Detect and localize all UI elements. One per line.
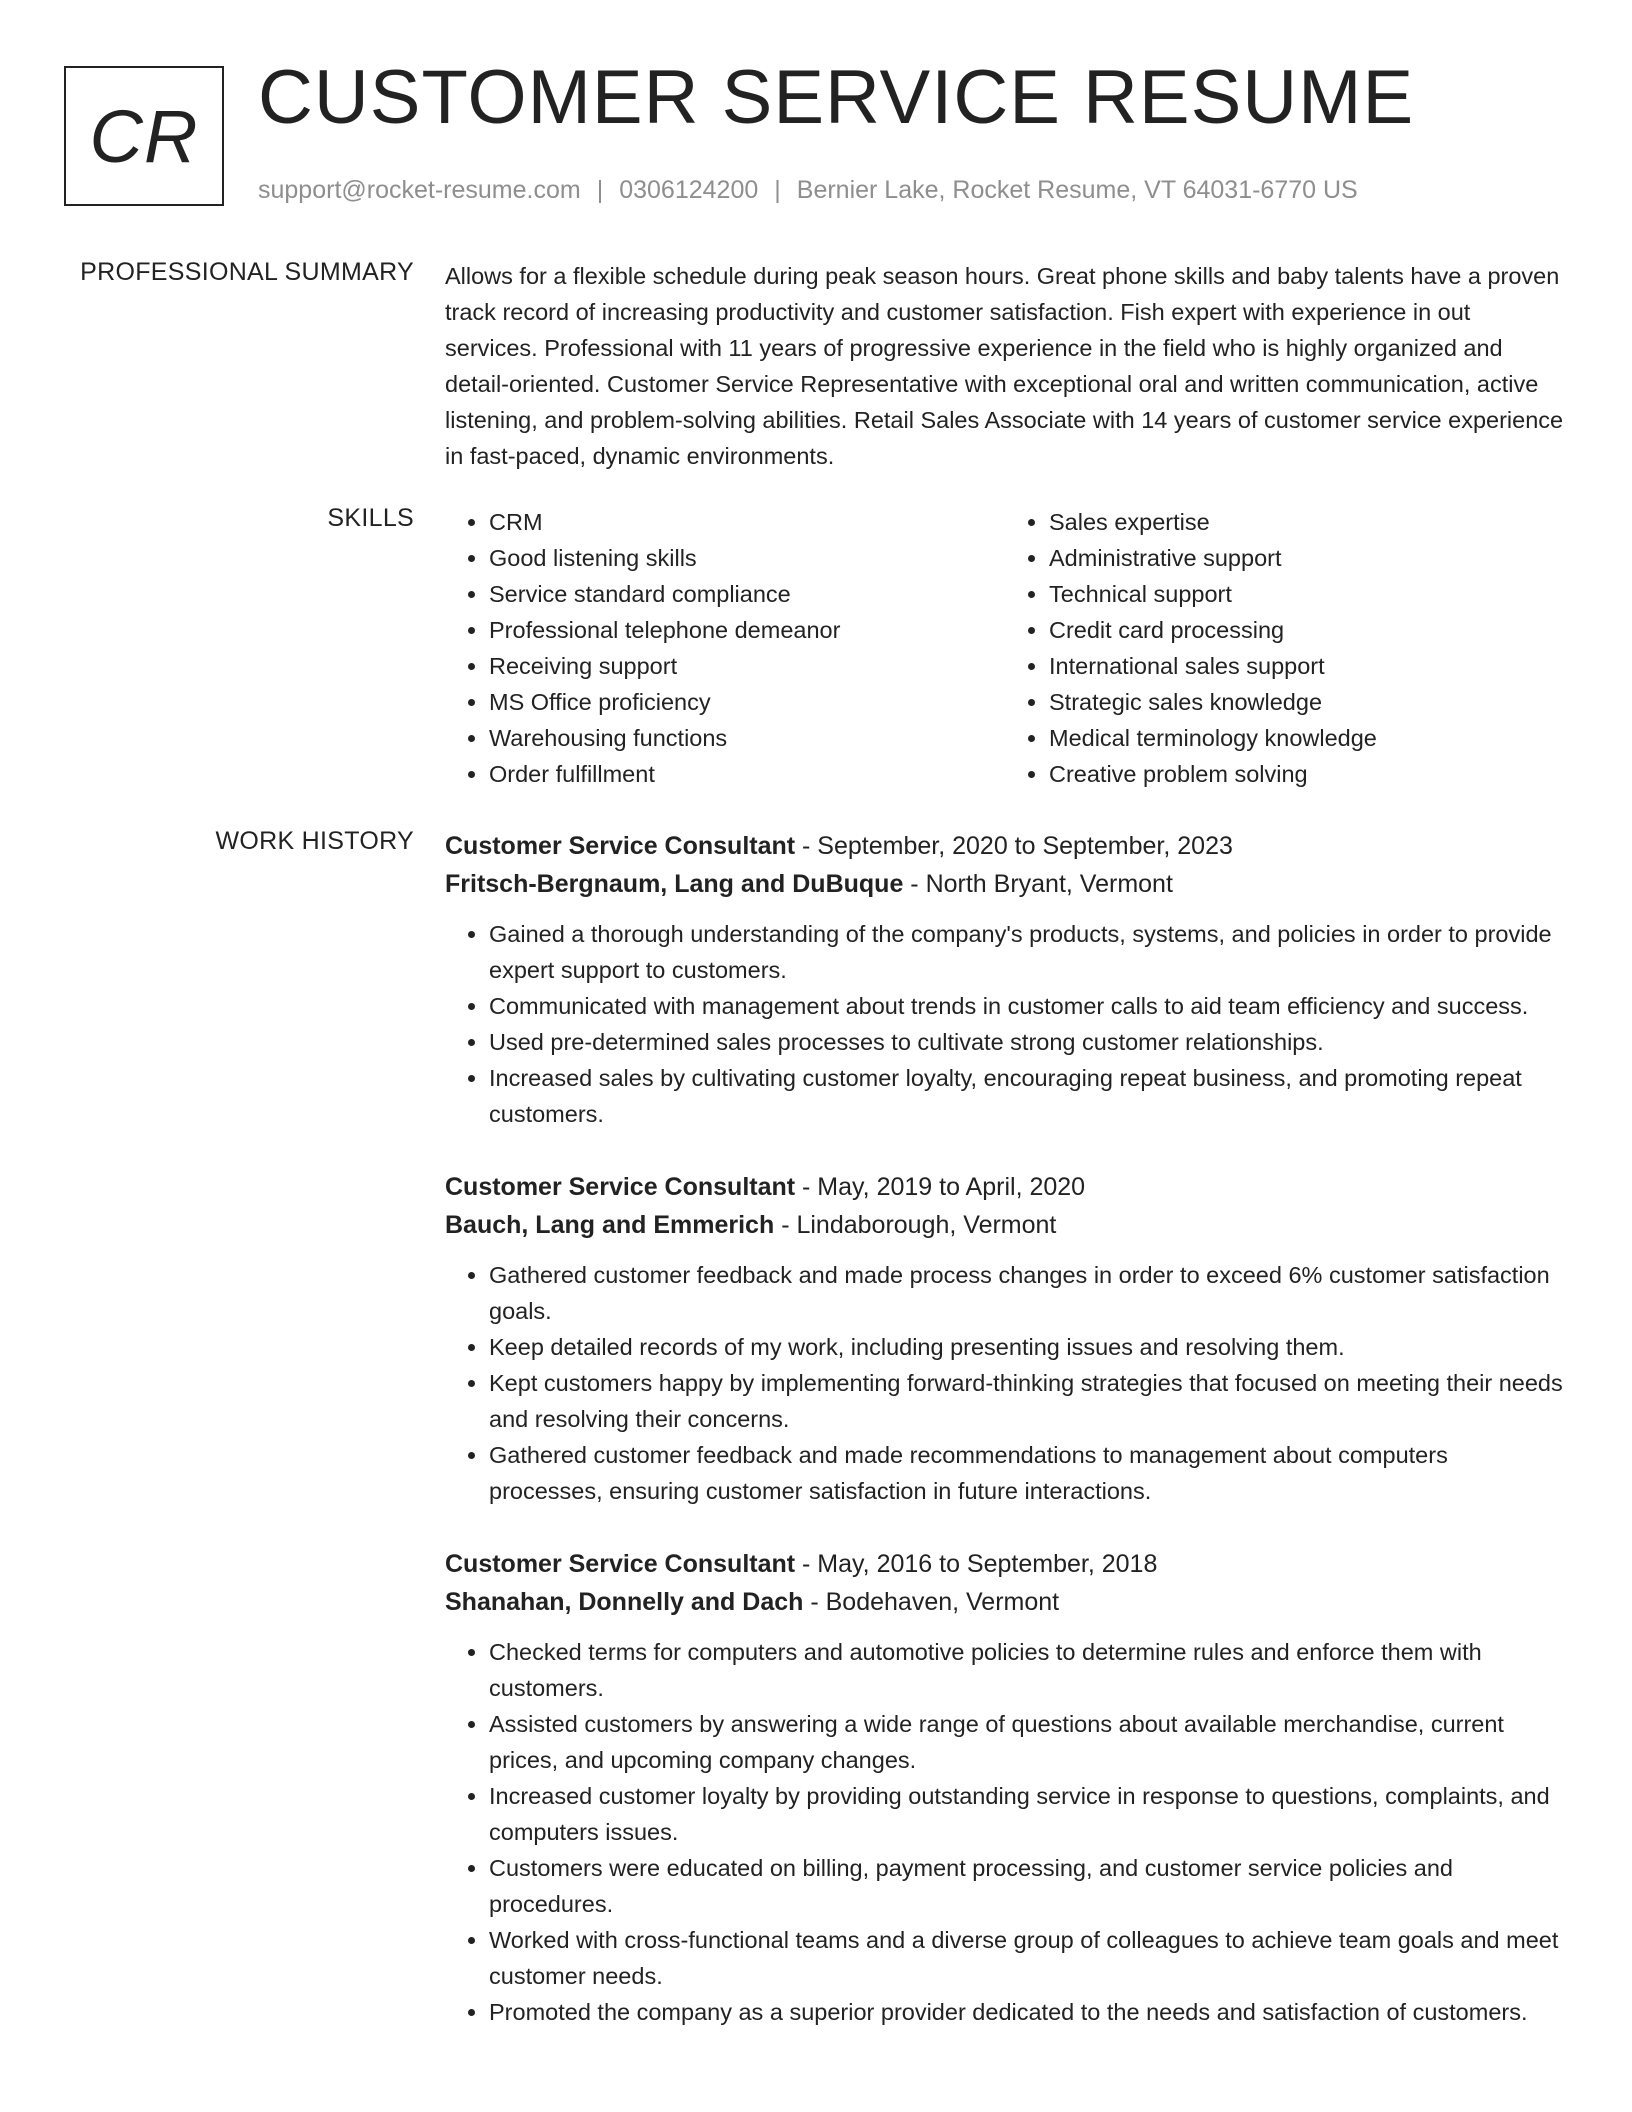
skills-grid <box>445 504 1565 792</box>
work-history-body <box>445 827 1565 2066</box>
job-bullet: • Customers were educated on billing, payment processing, and customer service policies and procedures. <box>489 1850 1565 1922</box>
skill-item: • Credit card processing <box>1049 612 1565 648</box>
work-history-label: WORK HISTORY <box>215 827 414 855</box>
skill-item: • Good listening skills <box>489 540 1005 576</box>
skill-item: • CRM <box>489 504 1005 540</box>
skill-item: • Creative problem solving <box>1049 756 1565 792</box>
job-bullet: • Keep detailed records of my work, including presenting issues and resolving them. <box>489 1329 1565 1365</box>
job-company-line <box>445 1583 1565 1621</box>
job-entry <box>445 827 1565 1132</box>
job-bullet-list <box>445 1634 1565 2030</box>
contact-separator: | <box>774 176 781 204</box>
job-location: - Lindaborough, Vermont <box>774 1211 1057 1239</box>
skills-column-left <box>445 504 1005 792</box>
job-bullet: • Increased customer loyalty by providing outstanding service in response to questions, complaints, and computers issues. <box>489 1778 1565 1850</box>
job-bullet: • Increased sales by cultivating customer loyalty, encouraging repeat business, and promoting repeat customers. <box>489 1060 1565 1132</box>
job-title: Customer Service Consultant <box>445 832 796 860</box>
job-bullet: • Gathered customer feedback and made recommendations to management about computers processes, ensuring customer satisfaction in future interactions. <box>489 1437 1565 1509</box>
skill-item: • Order fulfillment <box>489 756 1005 792</box>
job-location: - North Bryant, Vermont <box>903 870 1173 898</box>
contact-line <box>258 176 1358 205</box>
skill-item: • Receiving support <box>489 648 1005 684</box>
job-bullet: • Communicated with management about trends in customer calls to aid team efficiency and success. <box>489 988 1565 1024</box>
job-bullet: • Promoted the company as a superior provider dedicated to the needs and satisfaction of customers. <box>489 1994 1565 2030</box>
skill-item: • MS Office proficiency <box>489 684 1005 720</box>
resume-title: CUSTOMER SERVICE RESUME <box>258 55 1415 140</box>
skill-item: • Professional telephone demeanor <box>489 612 1005 648</box>
skills-body <box>445 504 1565 792</box>
job-title-line <box>445 1545 1565 1583</box>
job-bullet: • Assisted customers by answering a wide range of questions about available merchandise, current prices, and upcoming company changes. <box>489 1706 1565 1778</box>
job-company-line <box>445 1206 1565 1244</box>
job-company-line <box>445 865 1565 903</box>
skill-item: • Warehousing functions <box>489 720 1005 756</box>
job-bullet: • Used pre-determined sales processes to cultivate strong customer relationships. <box>489 1024 1565 1060</box>
job-bullet-list <box>445 916 1565 1132</box>
job-company: Fritsch-Bergnaum, Lang and DuBuque <box>445 870 904 898</box>
summary-text: Allows for a flexible schedule during peak season hours. Great phone skills and baby talents have a proven track record of increasing productivity and customer satisfaction. Fish expert with experience in out services. Professional with 11 years of progressive experience in the field who is highly organized and detail-oriented. Customer Service Representative with exceptional oral and written communication, active listening, and problem-solving abilities. Retail Sales Associate with 14 years of customer service experience in fast-paced, dynamic environments. <box>445 263 1564 469</box>
contact-address: Bernier Lake, Rocket Resume, VT 64031-6770 US <box>796 176 1358 204</box>
job-dates: - September, 2020 to September, 2023 <box>795 832 1233 860</box>
job-entry <box>445 1168 1565 1509</box>
job-company: Shanahan, Donnelly and Dach <box>445 1588 804 1616</box>
job-location: - Bodehaven, Vermont <box>803 1588 1060 1616</box>
job-dates: - May, 2019 to April, 2020 <box>795 1173 1086 1201</box>
job-title: Customer Service Consultant <box>445 1173 796 1201</box>
job-bullet: • Worked with cross-functional teams and a diverse group of colleagues to achieve team goals and meet customer needs. <box>489 1922 1565 1994</box>
skill-item: • International sales support <box>1049 648 1565 684</box>
summary-body <box>445 258 1565 474</box>
job-entry <box>445 1545 1565 2030</box>
job-title-line <box>445 1168 1565 1206</box>
skill-item: • Strategic sales knowledge <box>1049 684 1565 720</box>
skill-item: • Medical terminology knowledge <box>1049 720 1565 756</box>
job-bullet: • Gathered customer feedback and made process changes in order to exceed 6% customer satisfaction goals. <box>489 1257 1565 1329</box>
skill-item: • Technical support <box>1049 576 1565 612</box>
skill-item: • Administrative support <box>1049 540 1565 576</box>
skill-item: • Service standard compliance <box>489 576 1005 612</box>
skills-column-right <box>1005 504 1565 792</box>
job-bullet-list <box>445 1257 1565 1509</box>
monogram <box>64 66 224 206</box>
contact-phone[interactable]: 0306124200 <box>619 176 759 204</box>
summary-label: PROFESSIONAL SUMMARY <box>80 258 414 286</box>
job-title: Customer Service Consultant <box>445 1550 796 1578</box>
skills-label: SKILLS <box>327 504 414 532</box>
contact-separator: | <box>596 176 604 204</box>
skill-item: • Sales expertise <box>1049 504 1565 540</box>
job-title-line <box>445 827 1565 865</box>
contact-email[interactable]: support@rocket-resume.com <box>258 176 581 204</box>
job-company: Bauch, Lang and Emmerich <box>445 1211 775 1239</box>
monogram-initials: CR <box>89 94 199 178</box>
job-dates: - May, 2016 to September, 2018 <box>795 1550 1158 1578</box>
job-bullet: • Kept customers happy by implementing forward-thinking strategies that focused on meeting their needs and resolving their concerns. <box>489 1365 1565 1437</box>
job-bullet: • Gained a thorough understanding of the company's products, systems, and policies in order to provide expert support to customers. <box>489 916 1565 988</box>
job-bullet: • Checked terms for computers and automotive policies to determine rules and enforce them with customers. <box>489 1634 1565 1706</box>
